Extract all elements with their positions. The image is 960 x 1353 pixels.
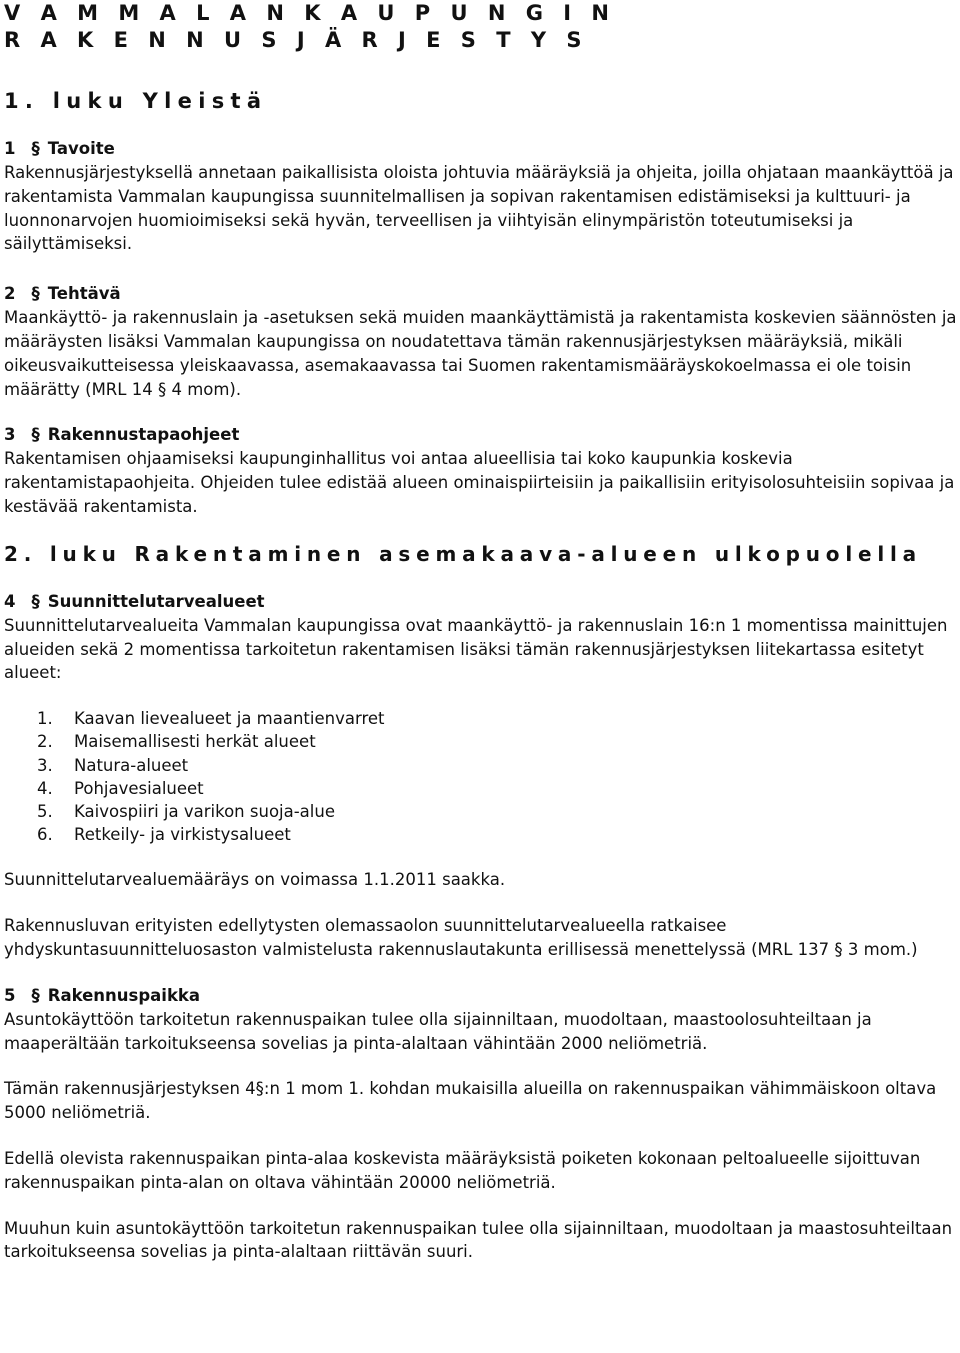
- section-1-text: Rakennusjärjestyksellä annetaan paikallisista oloista johtuvia määräyksiä ja ohjeita, joilla ohjataan maankäyttöä ja rakentamista Vammalan kaupungissa suunnitelmallisen ja sopivan rakentamisen edistämiseksi ja kulttuuri- ja luonnonarvojen huomioimiseksi sekä hyvän, terveellisen ja viihtyisän elinympäristön toteutumiseksi ja säilyttämiseksi.: [4, 163, 954, 254]
- section-4-intro: Suunnittelutarvealueita Vammalan kaupungissa ovat maankäyttö- ja rakennuslain 16:n 1 momentissa mainittujen alueiden sekä 2 momentissa tarkoitetun rakentamisen lisäksi tämän rakennusjärjestyksen liitekartassa esitetyt alueet:: [4, 615, 948, 683]
- section-4-permit: Rakennusluvan erityisten edellytysten olemassaolon suunnittelutarvealueella ratkaisee yhdyskuntasuunnitteluosaston valmistelusta rakennuslautakunta erillisessä menettelyssä (MRL 137 § 3 mom.): [4, 916, 918, 959]
- section-5-paragraph-2: Tämän rakennusjärjestyksen 4§:n 1 mom 1. kohdan mukaisilla alueilla on rakennuspaikan vähimmäiskoon oltava 5000 neliömetriä.: [4, 1079, 937, 1123]
- section-3-heading: [4, 423, 958, 447]
- area-list: [4, 707, 958, 846]
- section-2-heading: [4, 282, 958, 306]
- chapter-2-heading: 2. luku Rakentaminen asemakaava-alueen ulkopuolella: [4, 541, 922, 566]
- section-3-text: Rakentamisen ohjaamiseksi kaupunginhallitus voi antaa alueellisia tai koko kaupunkia koskevia rakentamistapaohjeita. Ohjeiden tulee edistää alueen ominaispiirteisiin ja paikallisiin erityisolosuhteisiin sopivaa ja kestävää rakentamista.: [4, 449, 955, 516]
- section-4-number: 4: [4, 591, 16, 611]
- section-5-heading: [4, 984, 958, 1008]
- list-item: 5. Kaivospiiri ja varikon suoja-alue: [37, 801, 335, 821]
- section-4-title: Suunnittelutarvealueet: [47, 591, 265, 611]
- section-symbol: §: [31, 425, 40, 445]
- section-2-title: Tehtävä: [47, 284, 121, 304]
- list-item: 1. Kaavan lievealueet ja maantienvarret: [37, 709, 385, 729]
- list-item: 3. Natura-alueet: [37, 755, 189, 775]
- list-item: 2. Maisemallisesti herkät alueet: [37, 732, 316, 752]
- section-3-number: 3: [4, 425, 16, 445]
- section-1-number: 1: [4, 139, 16, 158]
- document-title-line-1: V A M M A L A N K A U P U N G I N: [4, 1, 616, 25]
- section-symbol: §: [31, 591, 40, 611]
- section-3-title: Rakennustapaohjeet: [47, 425, 240, 445]
- section-1-heading: [4, 137, 958, 161]
- section-4-heading: [4, 590, 958, 614]
- section-4-validity: Suunnittelutarvealuemääräys on voimassa 1.1.2011 saakka.: [4, 870, 506, 890]
- section-5-paragraph-3: Edellä olevista rakennuspaikan pinta-alaa koskevista määräyksistä poiketen kokonaan peltoalueelle sijoittuvan rakennuspaikan pinta-alan on oltava vähintään 20000 neliömetriä.: [4, 1148, 921, 1192]
- list-item: 4. Pohjavesialueet: [37, 778, 204, 798]
- section-symbol: §: [31, 985, 40, 1005]
- section-5-paragraph-1: Asuntokäyttöön tarkoitetun rakennuspaikan tulee olla sijainniltaan, muodoltaan, maastoolosuhteiltaan ja maaperältään tarkoitukseensa sovelias ja pinta-alaltaan vähintään 2000 neliömetriä.: [4, 1009, 872, 1053]
- section-5-number: 5: [4, 985, 16, 1005]
- section-5-title: Rakennuspaikka: [47, 985, 201, 1005]
- list-item: 6. Retkeily- ja virkistysalueet: [37, 825, 291, 845]
- section-symbol: §: [31, 284, 40, 304]
- document-title-line-2: R A K E N N U S J Ä R J E S T Y S: [4, 28, 589, 52]
- section-1-title: Tavoite: [47, 139, 115, 158]
- section-5-paragraph-4: Muuhun kuin asuntokäyttöön tarkoitetun rakennuspaikan tulee olla sijainniltaan, muodoltaan ja maastosuhteiltaan tarkoitukseensa sovelias ja pinta-alaltaan riittävän suuri.: [4, 1218, 953, 1262]
- section-2-text: Maankäyttö- ja rakennuslain ja -asetuksen sekä muiden maankäyttämistä ja rakentamista koskevien säännösten ja määräysten lisäksi Vammalan kaupungissa on noudatettava tämän rakennusjärjestyksen määräyksiä, mikäli oikeusvaikutteisessa yleiskaavassa, asemakaavassa tai Suomen rakentamismääräyskokoelmassa ei ole toisin määrätty (MRL 14 § 4 mom).: [4, 308, 957, 399]
- chapter-1-heading: 1. luku Yleistä: [4, 89, 268, 113]
- section-2-number: 2: [4, 284, 16, 304]
- document-page: [4, 0, 958, 1264]
- section-symbol: §: [31, 139, 40, 158]
